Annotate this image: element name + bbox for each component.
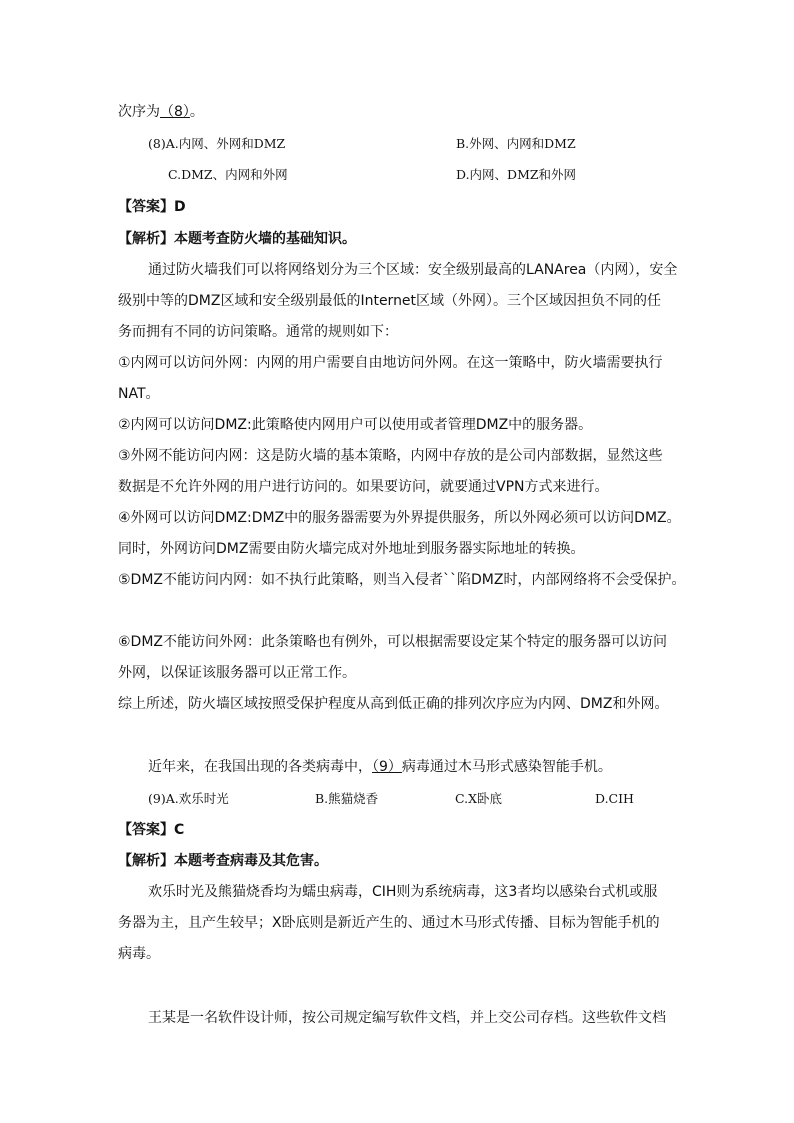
q10-stem: 王某是一名软件设计师，按公司规定编写软件文档，并上交公司存档。这些软件文档 <box>148 1010 666 1026</box>
q8-rule-4: ④外网可以访问DMZ:DMZ中的服务器需要为外界提供服务，所以外网必须可以访问DMZ。 <box>118 510 681 526</box>
q8-rule-3-cont: 数据是不允许外网的用户进行访问的。如果要访问，就要通过VPN方式来进行。 <box>118 479 609 495</box>
q9-analysis-title: 本题考查病毒及其危害。 <box>174 853 328 869</box>
q9-option-b: B.熊猫烧香 <box>315 791 379 806</box>
q8-analysis-tag: 【解析】 <box>118 231 174 247</box>
q8-summary: 综上所述，防火墙区域按照受保护程度从高到低正确的排列次序应为内网、DMZ和外网。 <box>118 696 669 712</box>
q8-rule-1: ①内网可以访问外网：内网的用户需要自由地访问外网。在这一策略中，防火墙需要执行 <box>118 355 663 371</box>
q8-option-d: D.内网、DMZ和外网 <box>456 167 577 182</box>
q8-option-c: C.DMZ、内网和外网 <box>168 167 288 182</box>
q8-answer-value: D <box>174 199 186 215</box>
q9-option-a: (9)A.欢乐时光 <box>148 791 229 806</box>
q8-lead: 次序为 <box>118 104 160 120</box>
q9-blank: （9） <box>372 759 402 775</box>
q8-rule-1-cont: NAT。 <box>118 386 160 402</box>
q8-end: 。 <box>189 104 204 120</box>
q8-rule-6-cont: 外网，以保证该服务器可以正常工作。 <box>118 665 356 681</box>
q8-option-b: B.外网、内网和DMZ <box>456 136 576 151</box>
q8-para-line: 务而拥有不同的访问策略。通常的规则如下： <box>118 324 398 340</box>
q8-answer-tag: 【答案】 <box>118 199 174 215</box>
q9-option-d: D.CIH <box>595 791 634 806</box>
q8-blank: （8） <box>160 104 190 120</box>
q8-rule-3: ③外网不能访问内网：这是防火墙的基本策略，内网中存放的是公司内部数据，显然这些 <box>118 448 663 464</box>
q8-analysis-title: 本题考查防火墙的基础知识。 <box>174 231 356 247</box>
q9-lead: 近年来，在我国出现的各类病毒中， <box>148 759 372 775</box>
q9-option-c: C.X卧底 <box>455 791 502 806</box>
q9-para-line: 务器为主，且产生较早；X卧底则是新近产生的、通过木马形式传播、目标为智能手机的 <box>118 915 660 931</box>
q8-para-line: 通过防火墙我们可以将网络划分为三个区域：安全级别最高的LANArea（内网），安全 <box>148 262 678 278</box>
q8-stem <box>118 102 204 122</box>
q9-answer-tag: 【答案】 <box>118 822 174 838</box>
q8-option-a: (8)A.内网、外网和DMZ <box>148 136 286 151</box>
q8-para-line: 级别中等的DMZ区域和安全级别最低的Internet区域（外网）。三个区域因担负不同的任 <box>118 293 662 309</box>
q8-analysis-heading <box>118 229 356 249</box>
q9-answer-value: C <box>174 822 185 838</box>
q9-stem <box>148 757 612 777</box>
q8-rule-6: ⑥DMZ不能访问外网：此条策略也有例外，可以根据需要设定某个特定的服务器可以访问 <box>118 634 667 650</box>
q8-answer <box>118 197 186 217</box>
q8-rule-2: ②内网可以访问DMZ:此策略使内网用户可以使用或者管理DMZ中的服务器。 <box>118 417 593 433</box>
q9-analysis-heading <box>118 851 328 871</box>
q8-rule-5: ⑤DMZ不能访问内网：如不执行此策略，则当入侵者``陷DMZ时，内部网络将不会受保护。 <box>118 572 686 588</box>
q9-para-line: 病毒。 <box>118 946 160 962</box>
q9-answer <box>118 820 184 840</box>
q9-para-line: 欢乐时光及熊猫烧香均为蠕虫病毒，CIH则为系统病毒，这3者均以感染台式机或服 <box>148 884 658 900</box>
q9-rest: 病毒通过木马形式感染智能手机。 <box>401 759 612 775</box>
q9-analysis-tag: 【解析】 <box>118 853 174 869</box>
q8-rule-4-cont: 同时，外网访问DMZ需要由防火墙完成对外地址到服务器实际地址的转换。 <box>118 541 585 557</box>
